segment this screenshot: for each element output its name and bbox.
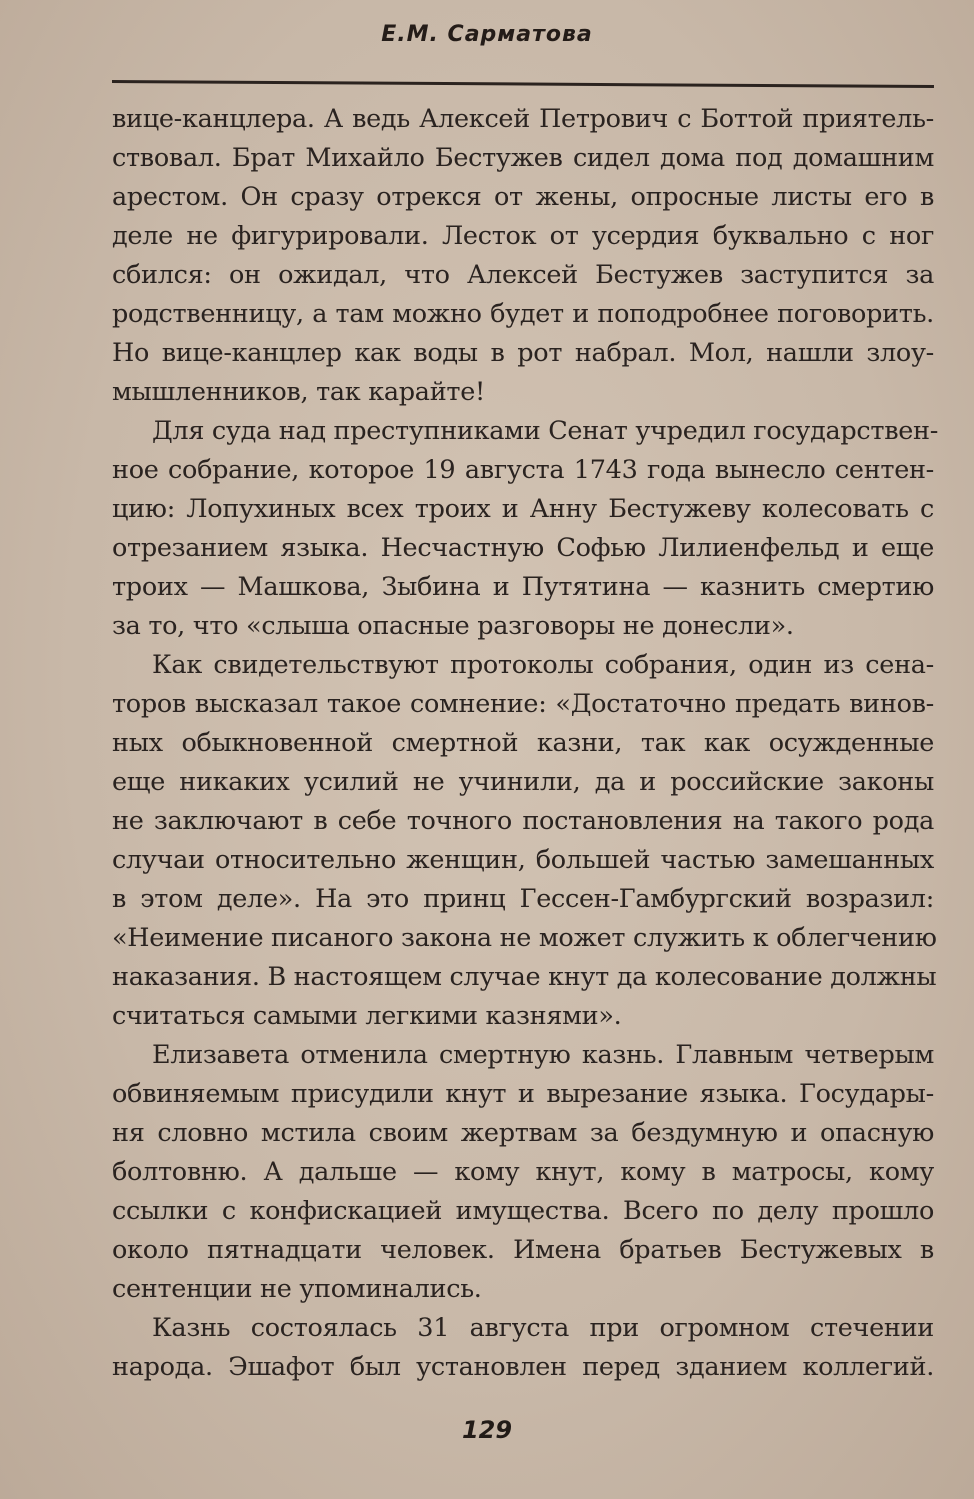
text-line: «Неимение писаного закона не может служить к облегчению — [112, 923, 937, 953]
text-line: ствовал. Брат Михайло Бестужев сидел дома под домашним — [112, 143, 934, 173]
text-line: ссылки с конфискацией имущества. Всего по делу прошло — [112, 1196, 934, 1226]
text-line: сентенции не упоминались. — [112, 1274, 482, 1304]
text-line: сбился: он ожидал, что Алексей Бестужев заступится за — [112, 260, 934, 290]
text-line: не заключают в себе точного постановления на такого рода — [112, 806, 934, 836]
text-line: болтовню. А дальше — кому кнут, кому в матросы, кому — [112, 1157, 934, 1187]
text-line: случаи относительно женщин, большей частью замешанных — [112, 845, 934, 875]
text-line: Как свидетельствуют протоколы собрания, один из сена- — [152, 650, 934, 680]
text-line: деле не фигурировали. Лесток от усердия буквально с ног — [112, 221, 934, 251]
text-line: еще никаких усилий не учинили, да и российские законы — [112, 767, 934, 797]
text-line: троих — Машкова, Зыбина и Путятина — казнить смертию — [112, 572, 934, 602]
text-line: отрезанием языка. Несчастную Софью Лилиенфельд и еще — [112, 533, 934, 563]
text-line: за то, что «слыша опасные разговоры не донесли». — [112, 611, 794, 641]
text-line: в этом деле». На это принц Гессен-Гамбургский возразил: — [112, 884, 934, 914]
body-text — [112, 100, 939, 1387]
text-line: торов высказал такое сомнение: «Достаточно предать винов- — [112, 689, 934, 719]
text-line: обвиняемым присудили кнут и вырезание языка. Государы- — [112, 1079, 934, 1109]
text-line: Елизавета отменила смертную казнь. Главным четверым — [152, 1040, 934, 1070]
running-head: Е.М. Сарматова — [381, 22, 593, 47]
text-line: народа. Эшафот был установлен перед зданием коллегий. — [112, 1352, 934, 1382]
text-line: около пятнадцати человек. Имена братьев Бестужевых в — [112, 1235, 934, 1265]
text-line: цию: Лопухиных всех троих и Анну Бестужеву колесовать с — [112, 494, 934, 524]
header-rule — [112, 80, 934, 88]
text-line: мышленников, так карайте! — [112, 377, 485, 407]
text-line: ное собрание, которое 19 августа 1743 года вынесло сентен- — [112, 455, 934, 485]
text-line: наказания. В настоящем случае кнут да колесование должны — [112, 962, 937, 992]
text-line: родственницу, а там можно будет и поподробнее поговорить. — [112, 299, 934, 329]
text-line: ных обыкновенной смертной казни, так как осужденные — [112, 728, 934, 758]
text-line: Для суда над преступниками Сенат учредил государствен- — [152, 416, 939, 446]
text-line: Казнь состоялась 31 августа при огромном стечении — [152, 1313, 934, 1343]
text-line: Но вице-канцлер как воды в рот набрал. Мол, нашли злоу- — [112, 338, 934, 368]
text-line: арестом. Он сразу отрекся от жены, опросные листы его в — [112, 182, 934, 212]
page-number: 129 — [461, 1416, 513, 1444]
text-line: считаться самыми легкими казнями». — [112, 1001, 622, 1031]
text-line: вице-канцлера. А ведь Алексей Петрович с Боттой приятель- — [112, 104, 934, 134]
text-line: ня словно мстила своим жертвам за бездумную и опасную — [112, 1118, 934, 1148]
